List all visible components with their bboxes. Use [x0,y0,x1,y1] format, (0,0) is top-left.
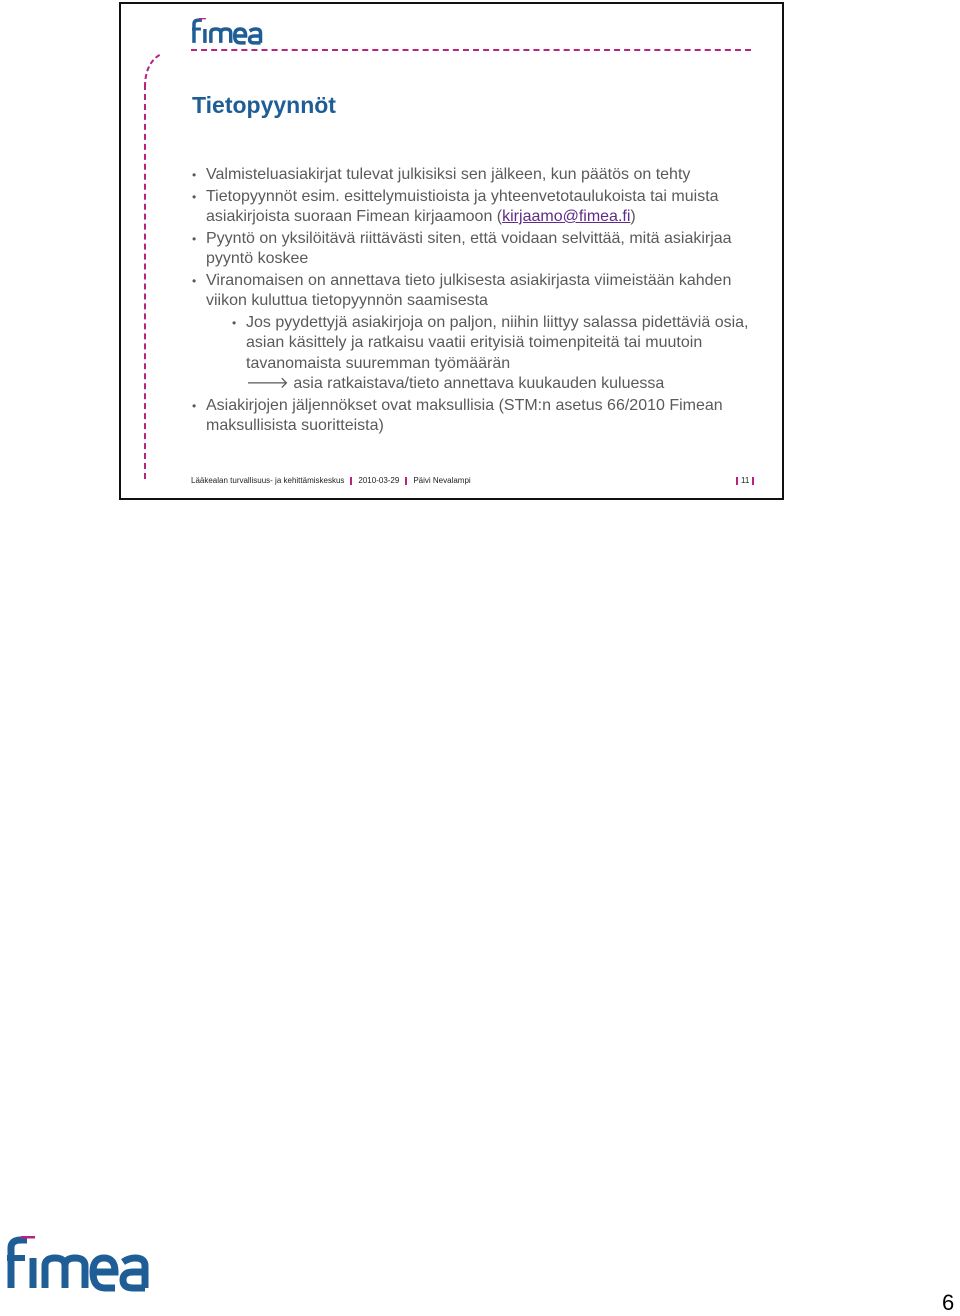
bullet-icon: • [232,315,237,330]
bullet-icon: • [192,168,197,182]
bullet-item: • Valmisteluasiakirjat tulevat julkisiksi sen jälkeen, kun päätös on tehty [192,165,752,186]
arrow-right-icon: 🡒 [246,375,289,392]
left-dashed-rule [144,84,146,479]
bullet-icon: • [192,189,197,204]
fimea-logo-large [5,1236,150,1292]
footer-separator [752,477,754,485]
footer-date: 2010-03-29 [358,476,400,485]
fimea-logo [191,18,263,46]
slide-content [192,165,752,438]
sub-bullet-item: • Jos pyydettyjä asiakirjoja on paljon, niihin liittyy salassa pidettäviä osia, asian käsittely ja ratkaisu vaatii erityisiä toimenpiteitä tai muutoin tavanomaista suuremman työmäärän 🡒 asia ratkaistava/tieto annettava kuukauden kuluessa [232,313,749,392]
slide-title: Tietopyynnöt [192,92,336,118]
corner-dashed-arc [121,49,161,89]
email-link[interactable]: kirjaamo@fimea.fi [502,208,631,225]
slide-number: 11 [733,476,757,485]
bullet-item: • Viranomaisen on annettava tieto julkisesta asiakirjasta viimeistään kahden viikon kuluttua tietopyynnön saamisesta [192,271,732,309]
bullet-item: • Tietopyynnöt esim. esittelymuistioista ja yhteenvetotaulukoista tai muista asiakirjoista suoraan Fimean kirjaamoon (kirjaamo@fimea.fi) [192,187,719,225]
footer-separator [350,477,352,485]
bullet-item: • Asiakirjojen jäljennökset ovat maksullisia (STM:n asetus 66/2010 Fimean maksullisista suoritteista) [192,396,723,434]
document-page-number: 6 [942,1290,955,1315]
slide-frame [119,2,784,500]
bullet-icon: • [192,273,197,288]
top-dashed-rule [191,49,751,51]
bullet-icon: • [192,398,197,413]
footer-org: Lääkealan turvallisuus- ja kehittämiskeskus [191,476,345,485]
footer-author: Päivi Nevalampi [413,476,471,485]
footer-separator [405,477,407,485]
footer-separator [736,477,738,485]
bullet-icon: • [192,231,197,246]
slide-footer [191,476,471,485]
bullet-item: • Pyyntö on yksilöitävä riittävästi siten, että voidaan selvittää, mitä asiakirjaa pyyntö koskee [192,229,732,267]
